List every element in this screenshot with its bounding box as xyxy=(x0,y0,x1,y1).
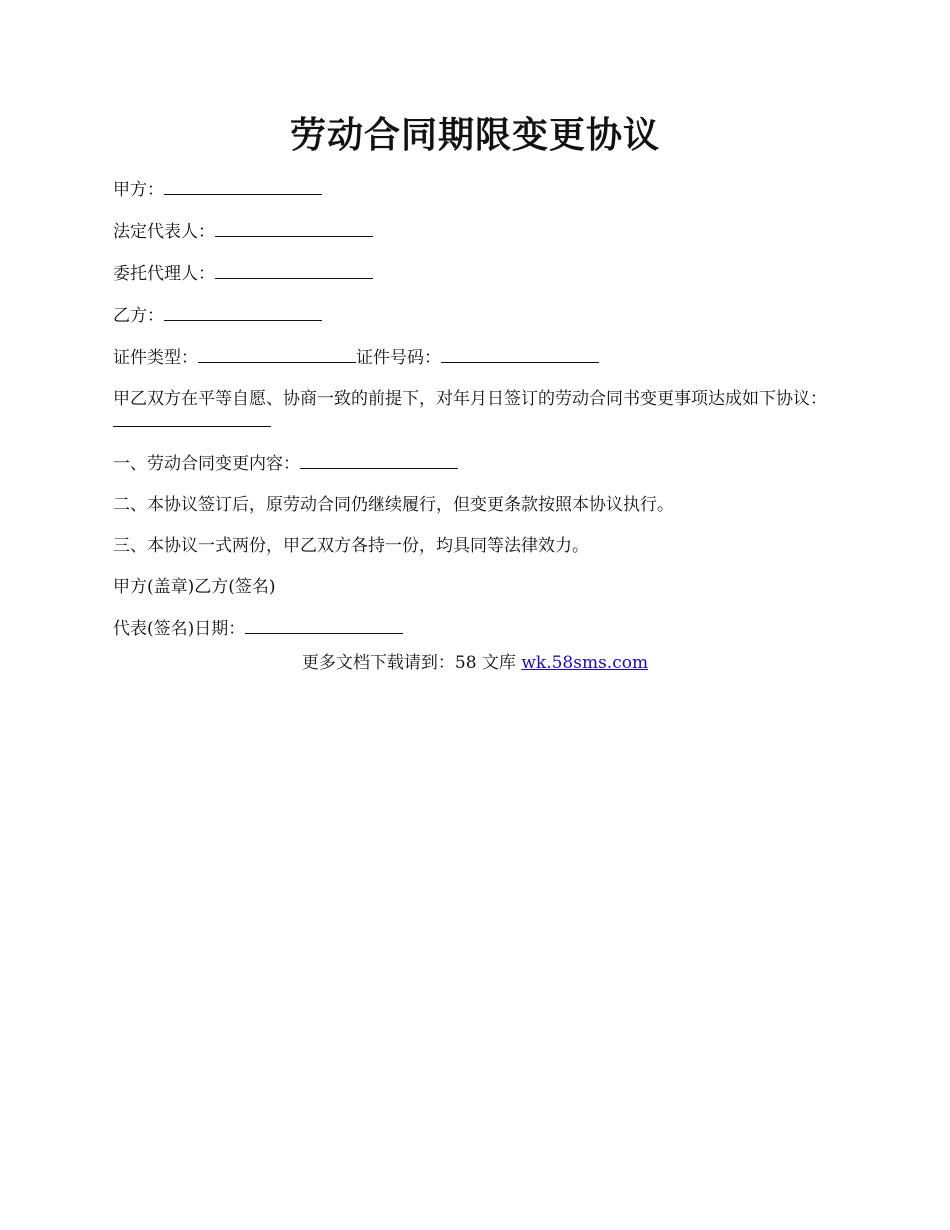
agent-label: 委托代理人： xyxy=(113,264,215,284)
legal-rep-label: 法定代表人： xyxy=(113,222,215,242)
document-title: 劳动合同期限变更协议 xyxy=(289,114,660,156)
id-line xyxy=(113,346,843,369)
party-b-line xyxy=(113,304,843,327)
sign-line: 甲方(盖章)乙方(签名) xyxy=(113,577,276,597)
item-1-line xyxy=(113,452,843,475)
id-type-blank xyxy=(198,346,356,363)
party-a-line xyxy=(113,178,843,201)
footer-note xyxy=(0,652,950,674)
rep-date-label: 代表(签名)日期： xyxy=(113,619,246,639)
id-type-label: 证件类型： xyxy=(113,348,198,368)
id-number-blank xyxy=(441,346,599,363)
party-a-blank xyxy=(164,178,322,195)
intro-blank xyxy=(113,410,271,427)
document-body xyxy=(113,178,843,659)
item-1-blank xyxy=(300,452,458,469)
item-3-line: 三、本协议一式两份，甲乙双方各持一份，均具同等法律效力。 xyxy=(113,536,589,556)
item-1-text: 一、劳动合同变更内容： xyxy=(113,454,300,474)
intro-text: 甲乙双方在平等自愿、协商一致的前提下，对年月日签订的劳动合同书变更事项达成如下协议： xyxy=(113,389,827,409)
id-number-label: 证件号码： xyxy=(356,348,441,368)
party-a-label: 甲方： xyxy=(113,180,164,200)
intro-paragraph xyxy=(113,388,843,433)
agent-line xyxy=(113,262,843,285)
footer-text: 更多文档下载请到：58 文库 xyxy=(301,653,522,673)
footer-link[interactable]: wk.58sms.com xyxy=(521,653,649,673)
item-2-line: 二、本协议签订后，原劳动合同仍继续履行，但变更条款按照本协议执行。 xyxy=(113,495,674,515)
party-b-blank xyxy=(164,304,322,321)
legal-rep-line xyxy=(113,220,843,243)
agent-blank xyxy=(215,262,373,279)
rep-date-blank xyxy=(245,617,403,634)
party-b-label: 乙方： xyxy=(113,306,164,326)
legal-rep-blank xyxy=(215,220,373,237)
rep-date-line xyxy=(113,617,843,640)
